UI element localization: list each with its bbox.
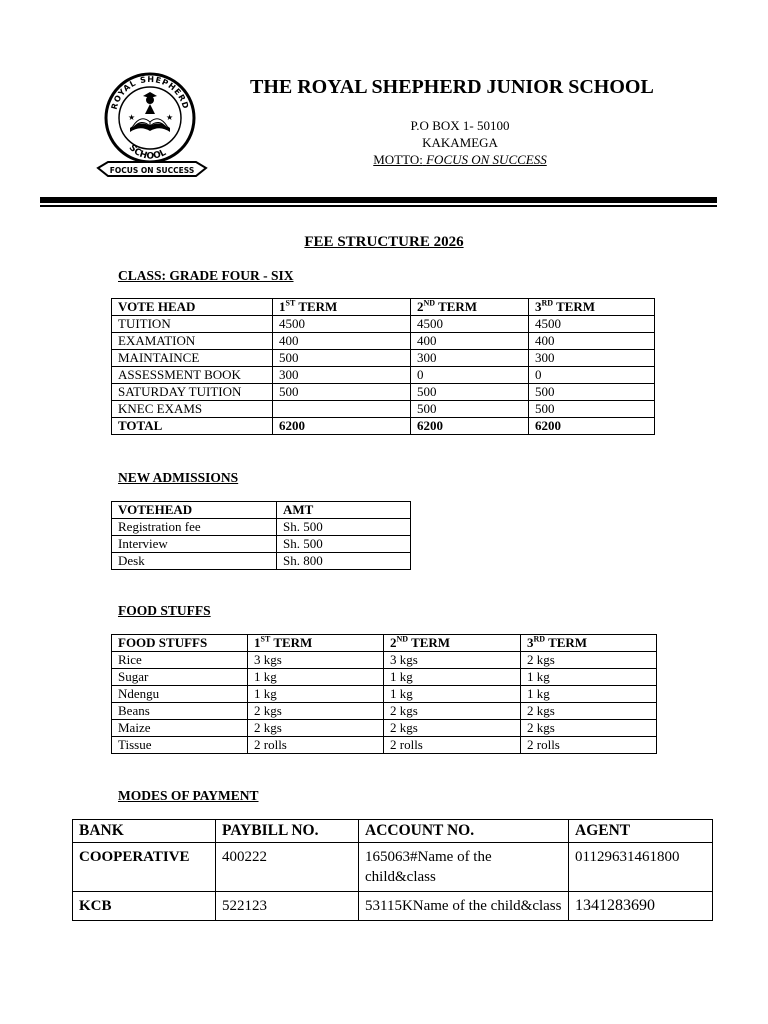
header-divider-thin <box>40 205 717 207</box>
table-row <box>112 519 411 536</box>
cell: 2 kgs <box>384 703 521 720</box>
cell: 500 <box>411 401 529 418</box>
table-row <box>112 333 655 350</box>
payment-heading: MODES OF PAYMENT <box>118 788 259 803</box>
cell: Interview <box>112 536 277 553</box>
motto-value: FOCUS ON SUCCESS <box>426 152 547 167</box>
cell: 2 rolls <box>384 737 521 754</box>
header-term-1: 1ST TERM <box>273 299 411 316</box>
town: KAKAMEGA <box>422 135 498 150</box>
header-term-1: 1ST TERM <box>248 635 384 652</box>
cell: Desk <box>112 553 277 570</box>
cell: Maize <box>112 720 248 737</box>
admissions-heading: NEW ADMISSIONS <box>118 470 239 485</box>
food-heading: FOOD STUFFS <box>118 603 211 618</box>
svg-text:★: ★ <box>166 113 174 122</box>
cell: Tissue <box>112 737 248 754</box>
cell: 2 rolls <box>248 737 384 754</box>
svg-text:★: ★ <box>128 113 136 122</box>
cell: Registration fee <box>112 519 277 536</box>
table-row <box>112 669 657 686</box>
table-row <box>112 350 655 367</box>
cell: 2 kgs <box>521 720 657 737</box>
cell: KCB <box>73 892 216 921</box>
logo-ring-text: ROYAL SHEPHERD <box>109 74 191 111</box>
logo-banner-text: FOCUS ON SUCCESS <box>109 166 195 175</box>
cell: 4500 <box>529 316 655 333</box>
cell: 165063#Name of the child&class <box>359 843 569 892</box>
cell: COOPERATIVE <box>73 843 216 892</box>
table-row <box>112 401 655 418</box>
table-row <box>112 367 655 384</box>
motto-label: MOTTO: <box>373 152 423 167</box>
cell: 1 kg <box>384 669 521 686</box>
food-table <box>111 634 657 754</box>
header-account: ACCOUNT NO. <box>359 820 569 843</box>
cell: 500 <box>411 384 529 401</box>
cell: 300 <box>411 350 529 367</box>
cell: 2 kgs <box>248 703 384 720</box>
header-votehead: VOTEHEAD <box>112 502 277 519</box>
cell: EXAMATION <box>112 333 273 350</box>
cell: 500 <box>273 350 411 367</box>
cell: Sh. 800 <box>277 553 411 570</box>
header-vote-head: VOTE HEAD <box>112 299 273 316</box>
cell: 3 kgs <box>248 652 384 669</box>
cell: Sugar <box>112 669 248 686</box>
cell: 2 rolls <box>521 737 657 754</box>
cell: 2 kgs <box>384 720 521 737</box>
fee-table-header <box>112 299 655 316</box>
table-row <box>112 384 655 401</box>
header-term-2: 2ND TERM <box>411 299 529 316</box>
cell: 400 <box>411 333 529 350</box>
class-heading: CLASS: GRADE FOUR - SIX <box>118 268 294 283</box>
cell: 1 kg <box>521 669 657 686</box>
cell: 1 kg <box>248 669 384 686</box>
cell: 6200 <box>411 418 529 435</box>
table-row <box>112 720 657 737</box>
cell: 300 <box>529 350 655 367</box>
motto <box>350 151 570 168</box>
admissions-table <box>111 501 411 570</box>
cell: 53115KName of the child&class <box>359 892 569 921</box>
school-logo <box>96 66 208 186</box>
cell: 6200 <box>273 418 411 435</box>
po-box: P.O BOX 1- 50100 <box>410 118 510 133</box>
header-food-stuffs: FOOD STUFFS <box>112 635 248 652</box>
header-term-3: 3RD TERM <box>521 635 657 652</box>
cell: 500 <box>273 384 411 401</box>
cell: SATURDAY TUITION <box>112 384 273 401</box>
table-row <box>112 553 411 570</box>
payment-table <box>72 819 713 921</box>
table-row <box>112 652 657 669</box>
cell: TOTAL <box>112 418 273 435</box>
school-name: THE ROYAL SHEPHERD JUNIOR SCHOOL <box>250 76 654 98</box>
cell: 400 <box>529 333 655 350</box>
cell: MAINTAINCE <box>112 350 273 367</box>
header-paybill: PAYBILL NO. <box>216 820 359 843</box>
table-row <box>73 892 713 921</box>
cell: 4500 <box>411 316 529 333</box>
header-agent: AGENT <box>569 820 713 843</box>
cell: 2 kgs <box>248 720 384 737</box>
cell: 0 <box>529 367 655 384</box>
header-term-2: 2ND TERM <box>384 635 521 652</box>
cell: Rice <box>112 652 248 669</box>
cell: ASSESSMENT BOOK <box>112 367 273 384</box>
logo-bottom-text: SCHOOL <box>126 143 168 162</box>
cell: 6200 <box>529 418 655 435</box>
table-row <box>112 316 655 333</box>
cell: 0 <box>411 367 529 384</box>
cell: 500 <box>529 384 655 401</box>
cell: 400222 <box>216 843 359 892</box>
header-amt: AMT <box>277 502 411 519</box>
payment-table-header <box>73 820 713 843</box>
cell: 300 <box>273 367 411 384</box>
header-term-3: 3RD TERM <box>529 299 655 316</box>
fee-table <box>111 298 655 435</box>
total-row <box>112 418 655 435</box>
cell: Beans <box>112 703 248 720</box>
cell: Ndengu <box>112 686 248 703</box>
cell: TUITION <box>112 316 273 333</box>
cell: Sh. 500 <box>277 519 411 536</box>
table-row <box>112 536 411 553</box>
cell: 1341283690 <box>569 892 713 921</box>
cell <box>273 401 411 418</box>
cell: 4500 <box>273 316 411 333</box>
admissions-header <box>112 502 411 519</box>
page-title: FEE STRUCTURE 2026 <box>304 234 464 250</box>
cell: 2 kgs <box>521 703 657 720</box>
cell: 3 kgs <box>384 652 521 669</box>
cell: 522123 <box>216 892 359 921</box>
table-row <box>112 686 657 703</box>
table-row <box>112 703 657 720</box>
cell: 1 kg <box>248 686 384 703</box>
table-row <box>112 737 657 754</box>
header-bank: BANK <box>73 820 216 843</box>
cell: 1 kg <box>521 686 657 703</box>
cell: KNEC EXAMS <box>112 401 273 418</box>
header-divider <box>40 197 717 203</box>
cell: 2 kgs <box>521 652 657 669</box>
school-crest-icon <box>96 66 208 186</box>
cell: 400 <box>273 333 411 350</box>
cell: 1 kg <box>384 686 521 703</box>
cell: 500 <box>529 401 655 418</box>
table-row <box>73 843 713 892</box>
cell: 01129631461800 <box>569 843 713 892</box>
food-table-header <box>112 635 657 652</box>
cell: Sh. 500 <box>277 536 411 553</box>
